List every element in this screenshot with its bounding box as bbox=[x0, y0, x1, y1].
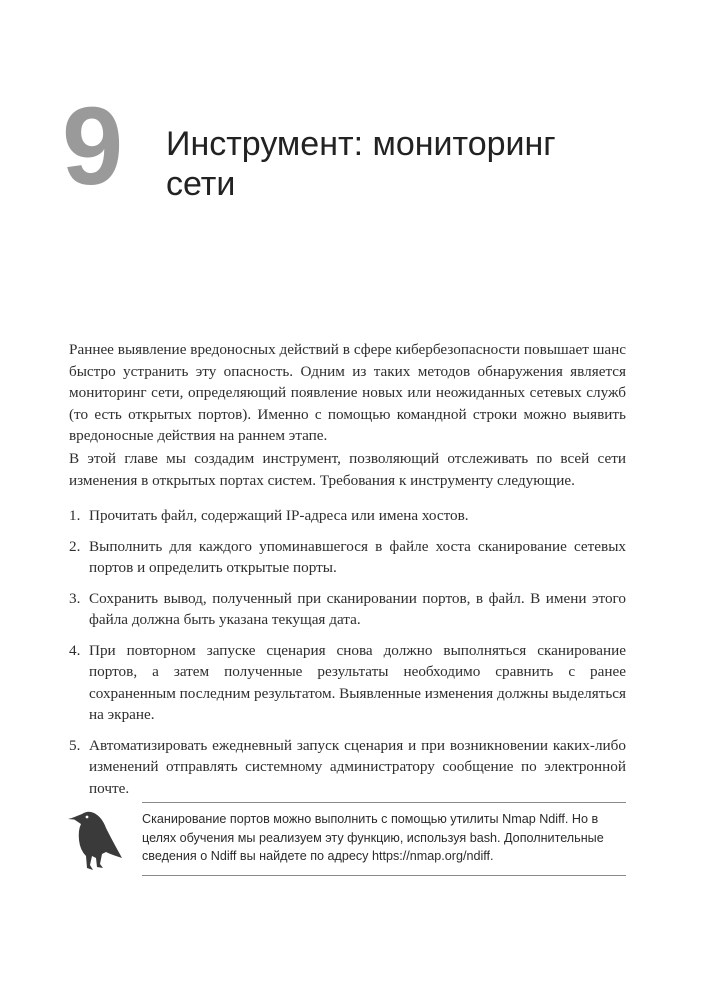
list-item bbox=[69, 536, 626, 579]
crow-icon bbox=[66, 804, 128, 872]
note-box bbox=[62, 802, 626, 876]
requirements-list bbox=[69, 505, 626, 808]
chapter-number: 9 bbox=[62, 85, 124, 208]
list-item bbox=[69, 505, 626, 527]
list-item-number: 4. bbox=[69, 641, 81, 659]
note-top-rule bbox=[142, 802, 626, 803]
note-text: Сканирование портов можно выполнить с помощью утилиты Nmap Ndiff. Но в целях обучения мы реализуем эту функцию, используя bash. Дополнительные сведения о Ndiff вы найдете по адресу https://nmap.org/ndiff. bbox=[142, 812, 604, 863]
note-bottom-rule bbox=[142, 875, 626, 876]
list-item-text: Автоматизировать ежедневный запуск сценария и при возникновении каких-либо изменений отправлять системному администратору сообщение по электронной почте. bbox=[89, 736, 626, 797]
list-item-text: При повторном запуске сценария снова должно выполняться сканирование портов, а затем полученные результаты необходимо сравнить с ранее сохраненным последним результатом. Выявленные изменения должны выделяться на экране. bbox=[89, 641, 626, 723]
list-item-text: Прочитать файл, содержащий IP-адреса или имена хостов. bbox=[89, 507, 469, 524]
chapter-title-line-2: сети bbox=[166, 165, 236, 203]
chapter-title-line-1: Инструмент: мониторинг bbox=[166, 125, 556, 163]
list-item-number: 1. bbox=[69, 507, 81, 524]
list-item-text: Сохранить вывод, полученный при сканировании портов, в файл. В имени этого файла должна быть указана текущая дата. bbox=[89, 589, 626, 628]
chapter-title bbox=[166, 124, 646, 204]
intro-paragraph: Раннее выявление вредоносных действий в сфере кибербезопасности повышает шанс быстро устранить эту опасность. Одним из таких методов обнаружения является мониторинг сети, определяющий появление новых или неожиданных сетевых служб (то есть открытых портов). Именно с помощью командной строки можно выявить вредоносные действия на раннем этапе. bbox=[69, 341, 626, 444]
requirements-paragraph: В этой главе мы создадим инструмент, позволяющий отслеживать по всей сети изменения в открытых портах систем. Требования к инструменту следующие. bbox=[69, 450, 626, 489]
list-item bbox=[69, 588, 626, 631]
list-item-number: 5. bbox=[69, 736, 81, 754]
list-item-number: 2. bbox=[69, 537, 81, 555]
list-item bbox=[69, 640, 626, 726]
list-item-text: Выполнить для каждого упоминавшегося в файле хоста сканирование сетевых портов и определить открытые порты. bbox=[89, 537, 626, 576]
list-item bbox=[69, 735, 626, 800]
list-item-number: 3. bbox=[69, 589, 81, 607]
